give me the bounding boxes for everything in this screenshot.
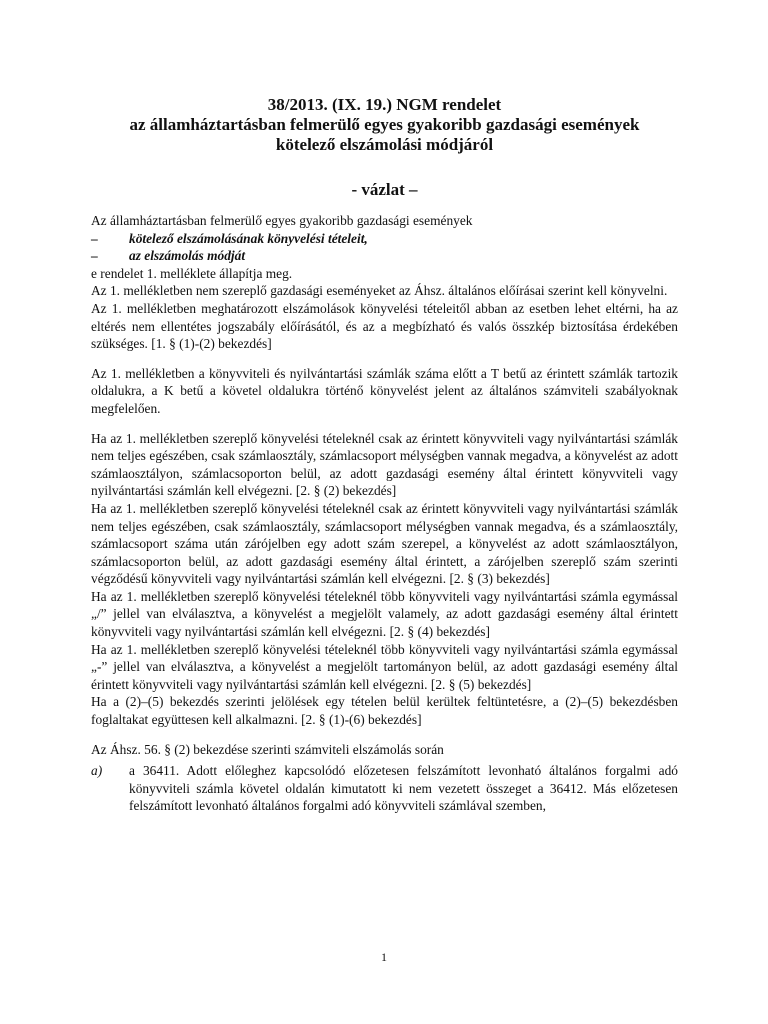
paragraph: Az 1. mellékletben meghatározott elszámolások könyvelési tételeitől abban az esetben lehet eltérni, ha az eltérés nem ellentétes jogszabály előírásától, és az a megbízható és valós összkép biztosítása érdekében szükséges. [1. § (1)-(2) bekezdés] [91, 300, 678, 352]
list-item-text: a 36411. Adott előleghez kapcsolódó előzetesen felszámított levonható általános forgalmi adó könyvviteli számla követel oldalán kimutatott ki nem vezetett összeget a 36412. Más előzetesen felszámított levonható általános forgalmi adó könyvviteli számlával szemben, [129, 763, 678, 814]
bullet-dash: – [91, 248, 98, 264]
document-body [91, 212, 678, 815]
paragraph: Ha a (2)–(5) bekezdés szerinti jelölések egy tételen belül kerültek feltüntetésre, a (2)–(5) bekezdésben foglaltakat együttesen kell alkalmazni. [2. § (1)-(6) bekezdés] [91, 694, 678, 728]
paragraph: Ha az 1. mellékletben szereplő könyvelési tételeknél több könyvviteli vagy nyilvántartási számla egymással „-” jellel van elválasztva, a könyvelést a megjelölt tartományon belül, az adott gazdasági esemény által érintett könyvviteli vagy nyilvántartási számlán kell elvégezni. [2. § (5) bekezdés] [91, 641, 678, 692]
bullet-dash: – [91, 230, 98, 246]
spacer [91, 353, 678, 365]
title-line-3: kötelező elszámolási módjáról [275, 135, 494, 154]
intro-bullet [91, 230, 678, 248]
paragraph: Ha az 1. mellékletben szereplő könyvelési tételeknél több könyvviteli vagy nyilvántartási számla egymással „/” jellel van elválasztva, a könyvelést a megjelölt valamely, az adott gazdasági esemény által érintett könyvviteli vagy nyilvántartási számlán kell elvégezni. [2. § (4) bekezdés] [91, 588, 678, 640]
section-lead: Az Áhsz. 56. § (2) bekezdése szerinti számviteli elszámolás során [91, 741, 444, 757]
paragraph: Ha az 1. mellékletben szereplő könyvelési tételeknél csak az érintett könyvviteli vagy nyilvántartási számlák nem teljes egészében, csak számlaosztály, számlacsoport mélységben vannak megadva, és a számlaosztály, számlacsoport száma után zárójelben egy adott szám szerepel, a könyvelést az adott számlaosztályon, számlacsoporton belül, az adott gazdasági esemény által érintett, a zárójelben szereplő szám szerinti végződésű könyvviteli vagy nyilvántartási számlán kell elvégezni. [2. § (3) bekezdés] [91, 500, 678, 587]
paragraph: Az 1. mellékletben nem szereplő gazdasági eseményeket az Áhsz. általános előírásai szerint kell könyvelni. [91, 283, 668, 299]
paragraph: Az 1. mellékletben a könyvviteli és nyilvántartási számlák száma előtt a T betű az érintett számlák tartozik oldalukra, a K betű a követel oldalukra történő könyvelést jelent az általános számviteli szabályoknak megfelelően. [91, 365, 678, 416]
draft-label: - vázlat – [351, 180, 418, 199]
intro-line: Az államháztartásban felmerülő egyes gyakoribb gazdasági események [91, 213, 473, 228]
spacer [91, 729, 678, 741]
intro-closing: e rendelet 1. melléklete állapítja meg. [91, 265, 293, 281]
title-line-2: az államháztartásban felmerülő egyes gyakoribb gazdasági események [129, 115, 640, 134]
title-block [91, 95, 678, 155]
bullet-text: kötelező elszámolásának könyvelési tételeit, [129, 230, 368, 246]
title-line-1: 38/2013. (IX. 19.) NGM rendelet [267, 95, 502, 114]
bullet-text: az elszámolás módját [129, 248, 246, 264]
paragraph: Ha az 1. mellékletben szereplő könyvelési tételeknél csak az érintett könyvviteli vagy nyilvántartási számlák nem teljes egészében, csak számlaosztály, számlacsoport mélységben vannak megadva, a könyvelést az adott számlaosztályon, számlacsoporton belül, az adott gazdasági esemény által érintett könyvviteli vagy nyilvántartási számlán kell elvégezni. [2. § (2) bekezdés] [91, 430, 678, 499]
intro-bullet [91, 247, 678, 265]
list-marker: a) [91, 763, 103, 779]
page-number: 1 [381, 950, 387, 964]
spacer [91, 418, 678, 430]
list-item [91, 762, 678, 815]
